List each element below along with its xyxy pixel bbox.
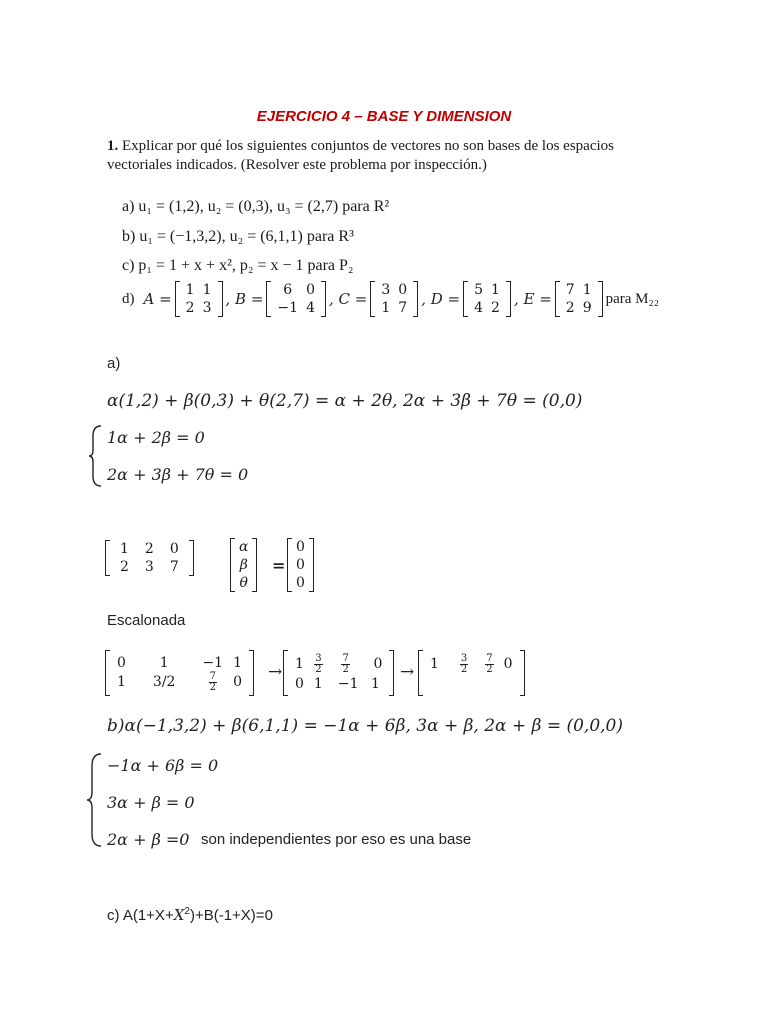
coef-cell: 7 (169, 559, 179, 575)
var-cell: β (239, 557, 248, 573)
arrow-2: → (400, 662, 415, 682)
matrix-0-cell: 1 (185, 282, 195, 298)
matrix-0-cell: 1 (202, 282, 212, 298)
equals-sign: = (272, 556, 286, 575)
matrix-1-cell: 6 (283, 282, 293, 298)
item-d-suffix: para M₂₂ (605, 290, 659, 307)
matrix-label-3: , D = (421, 290, 461, 308)
matrix-4-cell: 7 (565, 282, 575, 298)
system-a-eq1: 1α + 2β = 0 (107, 428, 205, 447)
coef-cell: 0 (169, 541, 179, 557)
system-a-eq2: 2α + 3β + 7θ = 0 (107, 465, 249, 484)
coef-cell: 3 (144, 559, 154, 575)
problem-text-1: Explicar por qué los siguientes conjuntos de vectores no son bases de los espacios (122, 138, 614, 154)
system-b-eq1: −1α + 6β = 0 (107, 756, 219, 775)
coef-cell: 1 (120, 541, 129, 557)
matrix-3-cell: 2 (491, 300, 500, 316)
system-b-eq2: 3α + β = 0 (107, 793, 195, 812)
matrix-4-cell: 9 (582, 300, 592, 316)
matrix-2 (370, 281, 418, 317)
matrix-2-cell: 1 (381, 300, 391, 316)
coefficient-matrix (105, 540, 194, 576)
variable-vector (230, 538, 257, 592)
solution-c-end: )+B(-1+X)=0 (189, 907, 273, 924)
matrix-3-cell: 4 (474, 300, 484, 316)
matrix-2-cell: 7 (398, 300, 408, 316)
matrix-3-cell: 1 (491, 282, 500, 298)
system-a-brace (88, 424, 104, 488)
item-a: a) u₁ = (1,2), u₂ = (0,3), u₃ = (2,7) para R² (122, 198, 390, 215)
problem-text-2: vectoriales indicados. (Resolver este problema por inspección.) (107, 157, 487, 173)
item-d-label: d) (122, 290, 135, 307)
matrix-2-cell: 0 (398, 282, 408, 298)
var-cell: θ (239, 575, 248, 591)
zero-cell: 0 (296, 575, 305, 591)
matrix-4-cell: 2 (565, 300, 575, 316)
matrix-1-cell: 0 (306, 282, 315, 298)
coef-cell: 2 (144, 541, 154, 557)
var-cell: α (239, 539, 249, 555)
matrix-label-0: A = (143, 290, 172, 308)
solution-b-equation: b)α(−1,3,2) + β(6,1,1) = −1α + 6β, 3α + β, 2α + β = (0,0,0) (107, 716, 623, 736)
matrix-0 (175, 281, 223, 317)
coef-cell: 2 (120, 559, 129, 575)
item-c: c) p₁ = 1 + x + x², p₂ = x − 1 para P₂ (122, 257, 354, 274)
solution-a-equation: α(1,2) + β(0,3) + θ(2,7) = α + 2θ, 2α + 3β + 7θ = (0,0) (107, 391, 583, 411)
matrix-1-cell: −1 (277, 300, 299, 316)
page-title: EJERCICIO 4 – BASE Y DIMENSION (256, 108, 512, 125)
system-b-brace (86, 752, 104, 848)
solution-c-equation (107, 906, 273, 924)
item-d-matrices (141, 281, 603, 317)
arrow-1: → (268, 662, 283, 682)
solution-c-x: X (173, 906, 185, 924)
matrix-label-2: , C = (328, 290, 368, 308)
zero-cell: 0 (296, 539, 305, 555)
matrix-4-cell: 1 (582, 282, 592, 298)
zero-cell: 0 (296, 557, 305, 573)
matrix-4 (555, 281, 603, 317)
problem-number: 1. (107, 138, 119, 154)
item-d (122, 281, 659, 317)
reduction-matrix-3: 1 $\frac{3}{2}$ $\frac{7}{2}$ 0 (418, 650, 525, 696)
reduction-matrix-2: 1 $\frac{3}{2}$ $\frac{7}{2}$ 0 0 1 −1 1 (283, 650, 394, 696)
solution-c-exp: 2 (184, 906, 190, 917)
matrix-0-cell: 2 (185, 300, 195, 316)
item-b: b) u₁ = (−1,3,2), u₂ = (6,1,1) para R³ (122, 228, 354, 245)
solution-a-label: a) (107, 355, 121, 372)
matrix-0-cell: 3 (202, 300, 212, 316)
zero-vector (287, 538, 314, 592)
solution-b-note: son independientes por eso es una base (201, 831, 472, 848)
escalonada-label: Escalonada (107, 612, 186, 629)
matrix-2-cell: 3 (381, 282, 391, 298)
matrix-label-4: , E = (513, 290, 552, 308)
system-b-eq3: 2α + β =0 (107, 830, 190, 849)
reduction-matrix-1: 0 1 −1 1 1 3/2 $\frac{7}{2}$ 0 (105, 650, 254, 696)
matrix-3 (463, 281, 511, 317)
solution-c-start: c) A(1+X+ (107, 907, 174, 924)
matrix-1 (266, 281, 326, 317)
problem-statement-line1 (107, 138, 614, 155)
matrix-label-1: , B = (225, 290, 264, 308)
matrix-1-cell: 4 (306, 300, 315, 316)
matrix-3-cell: 5 (474, 282, 484, 298)
